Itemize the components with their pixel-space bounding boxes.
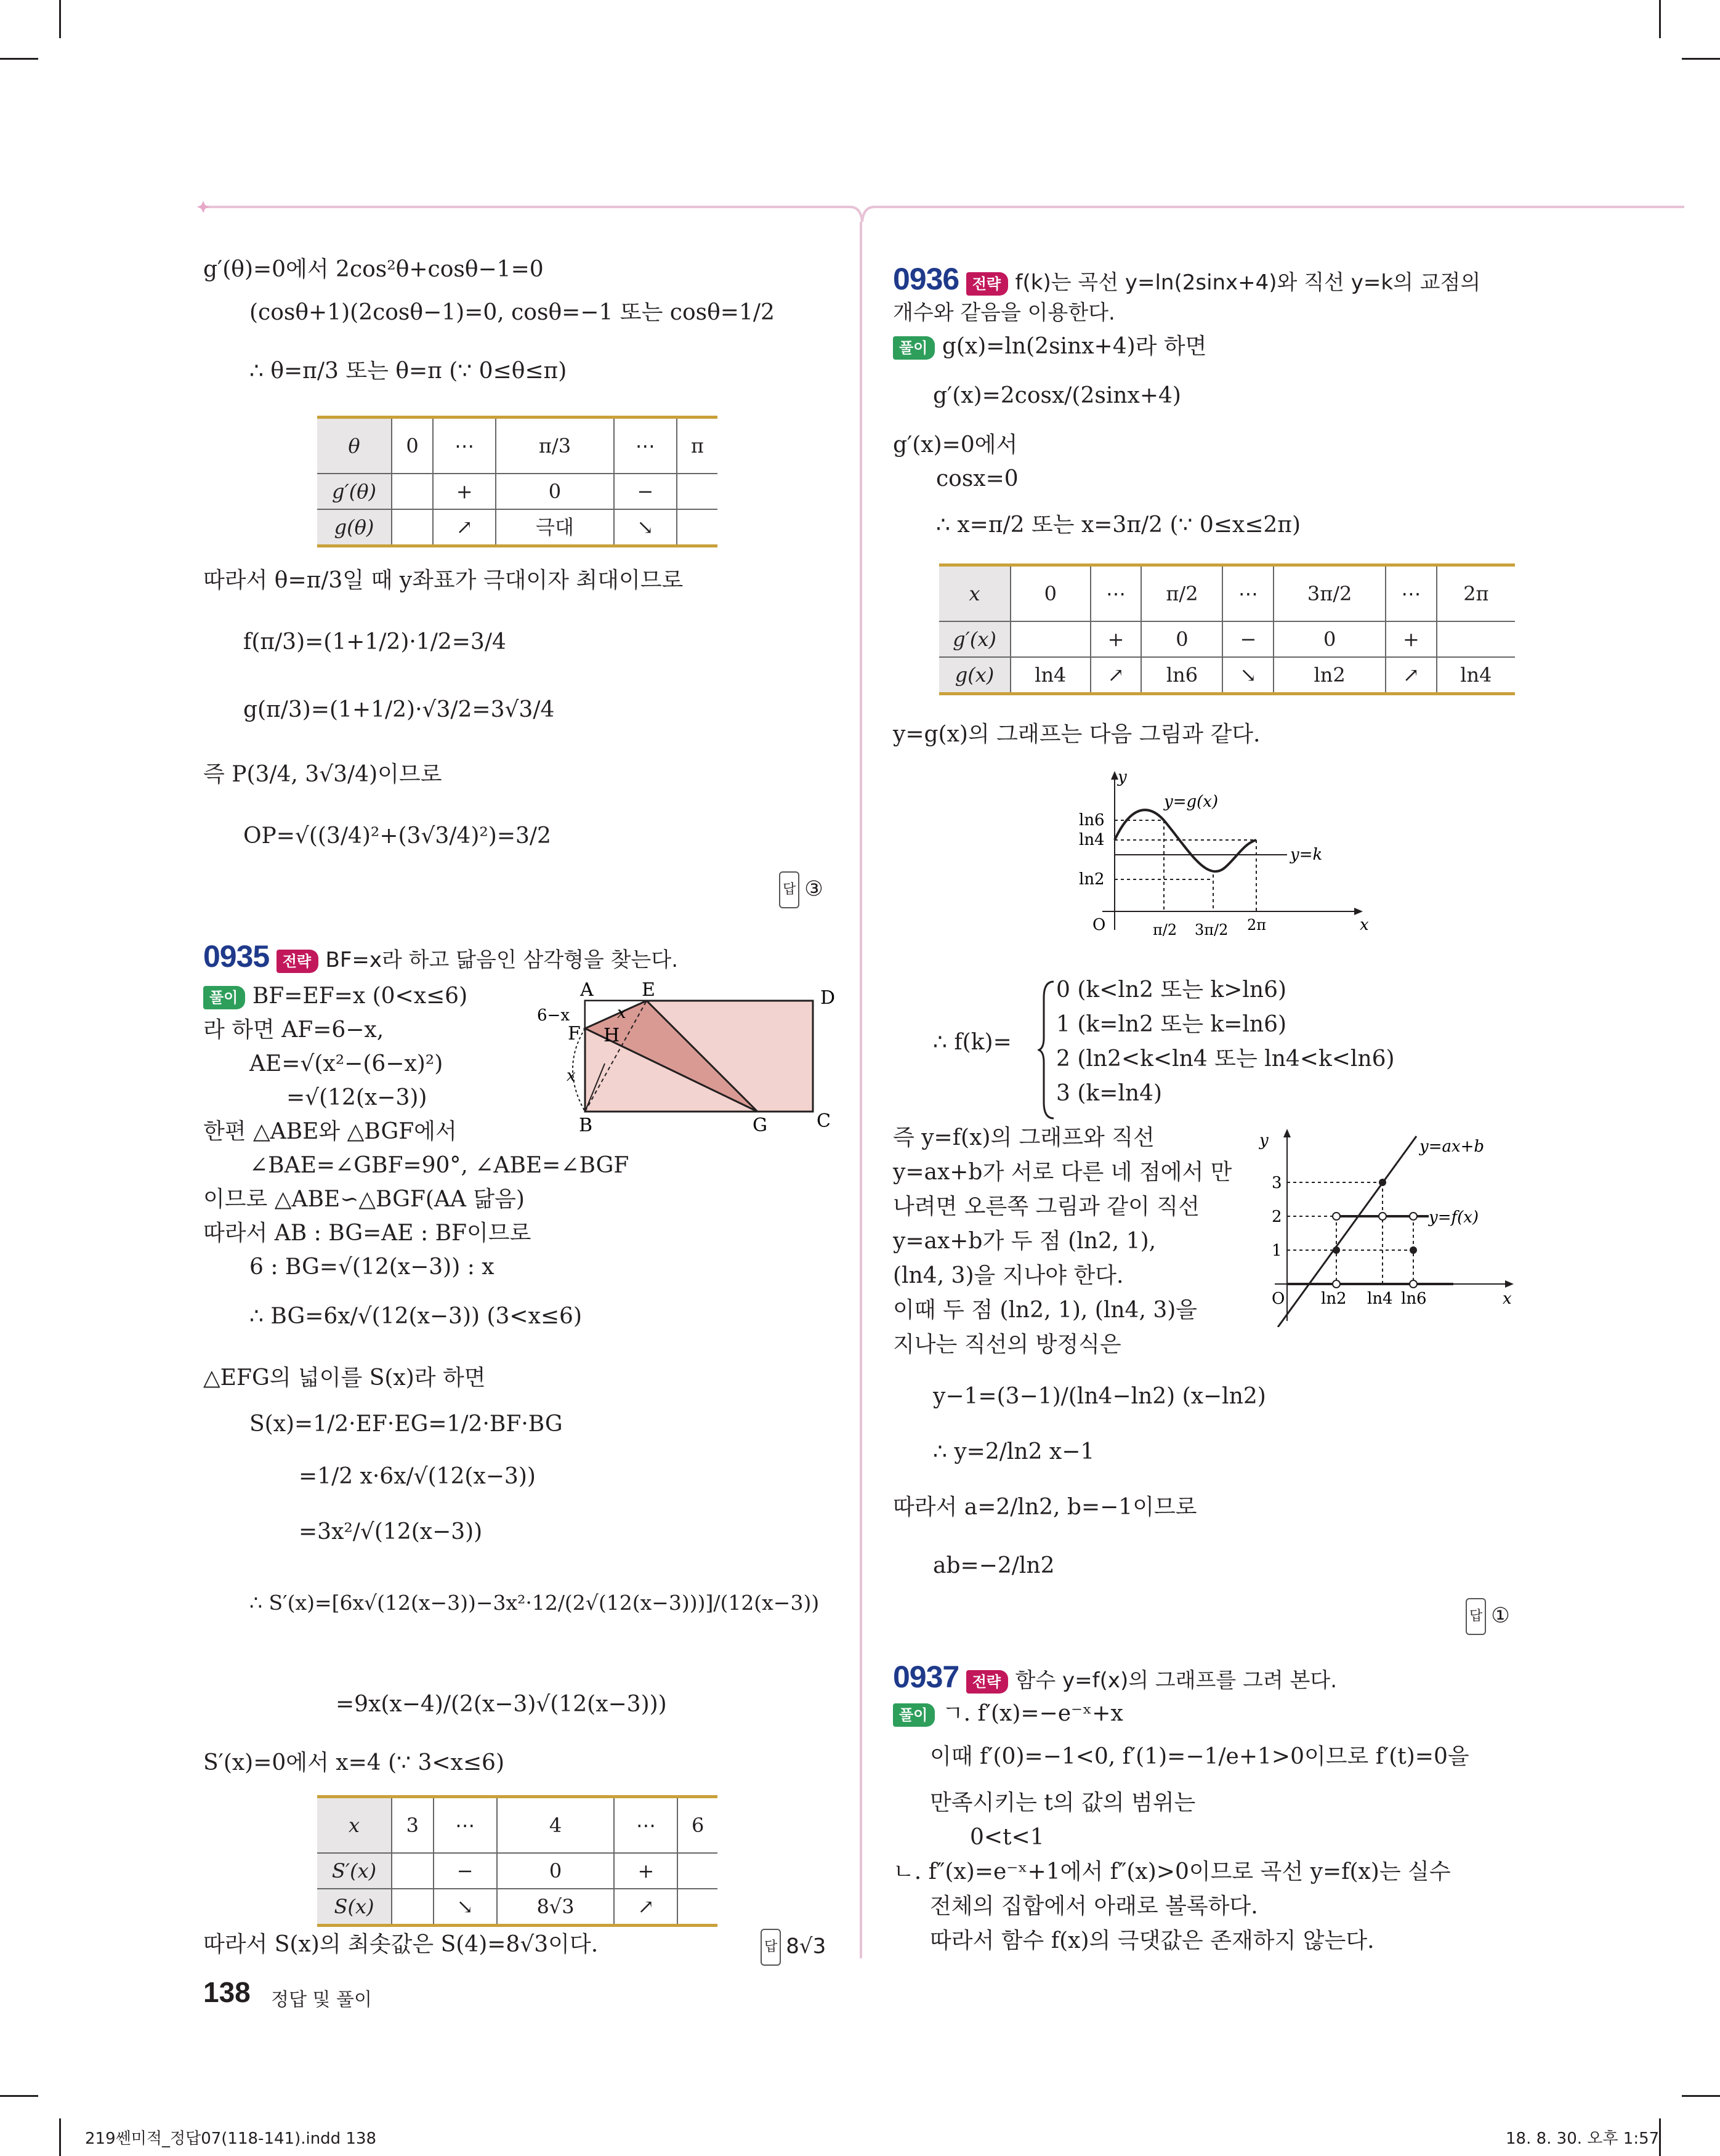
text-line: S(x)=1/2·EF·EG=1/2·BF·BG [249,1411,563,1437]
solution-line [893,329,1206,364]
text-line: cosx=0 [936,466,1019,491]
table-cell: S(x) [317,1889,392,1926]
diagram-label: D [820,987,836,1009]
problem-header-0936 [893,262,1480,300]
text-line: 6 : BG=√(12(x−3)) : x [249,1254,495,1280]
table-cell: 극대 [496,509,614,546]
problem-number: 0935 [203,939,270,974]
strategy-tag: 전략 [277,950,318,973]
text-line: 따라서 S(x)의 최솟값은 S(4)=8√3이다. [203,1932,599,1957]
table-cell: ⋯ [1091,565,1142,622]
crop-mark [0,2095,38,2097]
text-line: ab=−2/ln2 [933,1553,1055,1578]
crop-mark [0,58,38,60]
table-cell: + [1386,621,1437,657]
table-cell: θ [317,418,392,474]
header-divider [197,197,1687,234]
table-cell: ↗ [433,509,496,546]
brace-icon [1038,979,1056,1121]
text-line: S′(x)=0에서 x=4 (∵ 3<x≤6) [203,1750,504,1775]
table-cell: ↘ [434,1889,497,1926]
text-line: g(x)=ln(2sinx+4)라 하면 [942,334,1207,359]
text-line: 1 (k=ln2 또는 k=ln6) [1056,1012,1287,1037]
text-line: y=ax+b가 서로 다른 네 점에서 만 [893,1160,1232,1185]
graph-label: 3π/2 [1195,921,1229,939]
diagram-label: A [580,982,594,1001]
graph-label: O [1092,916,1106,934]
solution-tag: 풀이 [203,986,245,1009]
table-cell: ln6 [1141,657,1222,694]
text-line: 한편 △ABE와 △BGF에서 [203,1119,457,1144]
strategy-text: 함수 y=f(x)의 그래프를 그려 본다. [1015,1668,1338,1693]
text-line: BF=EF=x (0<x≤6) [252,983,468,1009]
diagram-label: C [817,1110,831,1132]
text-line: ∴ f(k)= [933,1030,1012,1055]
crop-mark [1659,2118,1661,2156]
solution-tag: 풀이 [893,336,935,360]
diagram-label: x [567,1067,576,1085]
text-line: f(π/3)=(1+1/2)·1/2=3/4 [243,629,506,655]
graph-label: π/2 [1153,921,1177,939]
text-line: y=g(x)의 그래프는 다음 그림과 같다. [893,722,1261,747]
graph-f [1250,1124,1521,1327]
text-line: ∴ BG=6x/√(12(x−3)) (3<x≤6) [249,1304,582,1329]
graph-label: ln6 [1079,811,1105,830]
table-cell: ⋯ [1222,565,1274,622]
text-line: =9x(x−4)/(2(x−3)√(12(x−3))) [336,1692,667,1717]
table-cell: ⋯ [434,1797,497,1854]
graph-label: ln2 [1079,870,1105,889]
table-cell: S′(x) [317,1853,392,1889]
text-line: (ln4, 3)을 지나야 한다. [893,1263,1124,1288]
answer-marker: 답 8√3 [761,1929,826,1966]
text-line: 즉 y=f(x)의 그래프와 직선 [893,1125,1155,1150]
table-cell: − [614,474,677,509]
problem-header-0937 [893,1660,1337,1698]
text-line: ∠BAE=∠GBF=90°, ∠ABE=∠BGF [249,1153,629,1178]
table-cell: 2π [1437,565,1515,622]
graph-label: 2 [1272,1208,1282,1226]
graph-label: O [1272,1290,1285,1308]
table-cell: + [614,1853,677,1889]
text-line: ∴ y=2/ln2 x−1 [933,1439,1095,1464]
solution-tag: 풀이 [893,1703,935,1727]
text-line: g′(θ)=0에서 2cos²θ+cosθ−1=0 [203,257,544,282]
strategy-tag: 전략 [966,1670,1008,1694]
graph-label: y=f(x) [1429,1208,1479,1227]
text-line: 전체의 집합에서 아래로 볼록하다. [930,1894,1258,1919]
crop-mark [59,2118,61,2156]
text-line: OP=√((3/4)²+(3√3/4)²)=3/2 [243,823,551,849]
graph-label: ln2 [1321,1290,1347,1308]
text-line: g′(x)=2cosx/(2sinx+4) [933,383,1181,408]
text-line: 따라서 AB : BG=AE : BF이므로 [203,1221,531,1246]
table-cell: ln2 [1274,657,1386,694]
table-cell: 8√3 [497,1889,615,1926]
table-cell: ↘ [1222,657,1274,694]
table-cell [392,1853,434,1889]
table-cell: ln4 [1437,657,1515,694]
answer-value: ① [1491,1603,1510,1628]
diagram-label: 6−x [537,1006,570,1025]
table-cell: π/2 [1141,565,1222,622]
strategy-text: f(k)는 곡선 y=ln(2sinx+4)와 직선 y=k의 교점의 [1015,270,1481,295]
diagram-label: x [617,1004,626,1022]
table-cell: ↘ [614,509,677,546]
graph-label: ln6 [1401,1290,1427,1308]
text-line: 이때 f′(0)=−1<0, f′(1)=−1/e+1>0이므로 f′(t)=0을 [930,1744,1469,1769]
graph-label: 1 [1272,1242,1282,1260]
text-line: 따라서 a=2/ln2, b=−1이므로 [893,1495,1197,1520]
table-cell: ⋯ [614,1797,677,1854]
graph-label: 3 [1272,1174,1282,1192]
text-line: y−1=(3−1)/(ln4−ln2) (x−ln2) [933,1384,1266,1409]
text-line: 따라서 함수 f(x)의 극댓값은 존재하지 않는다. [930,1928,1375,1953]
table-cell: 3 [392,1797,434,1854]
answer-marker: 답 ① [1466,1598,1510,1635]
table-cell: 6 [677,1797,717,1854]
answer-value: 8√3 [786,1934,826,1959]
file-info: 219쎈미적_정답07(118-141).indd 138 [85,2130,377,2148]
graph-label: 2π [1247,916,1267,934]
sign-table-g [939,563,1515,695]
table-cell: g(θ) [317,509,392,546]
table-cell [1011,621,1091,657]
text-line: 이므로 △ABE∽△BGF(AA 닮음) [203,1187,525,1212]
graph-label: x [1503,1290,1512,1308]
text-line: ∴ θ=π/3 또는 θ=π (∵ 0≤θ≤π) [249,358,567,384]
table-cell: + [1091,621,1142,657]
text-line: ∴ S′(x)=[6x√(12(x−3))−3x²·12/(2√(12(x−3)))]/(12(x−3)) [249,1591,820,1615]
table-cell [677,1853,717,1889]
text-line: y=ax+b가 두 점 (ln2, 1), [893,1229,1157,1254]
answer-value: ③ [804,876,823,902]
table-cell: 0 [1011,565,1091,622]
diagram-label: B [579,1115,593,1136]
answer-marker: 답 ③ [779,871,823,908]
text-line: =√(12(x−3)) [286,1085,427,1110]
text-line: 지나는 직선의 방정식은 [893,1332,1121,1357]
graph-label: y=k [1290,846,1323,864]
table-cell [392,1889,434,1926]
text-line: =1/2 x·6x/√(12(x−3)) [299,1464,536,1489]
text-line: ㄴ. f″(x)=e⁻ˣ+1에서 f″(x)>0이므로 곡선 y=f(x)는 실수 [893,1859,1451,1884]
table-cell: ↗ [1091,657,1142,694]
table-cell: ln4 [1011,657,1091,694]
text-line: (cosθ+1)(2cosθ−1)=0, cosθ=−1 또는 cosθ=1/2 [249,300,775,325]
sign-table-S [317,1795,717,1927]
graph-label: y=g(x) [1164,793,1219,811]
text-line: ㄱ. f′(x)=−e⁻ˣ+x [942,1701,1123,1726]
graph-label: y=ax+b [1419,1137,1485,1156]
graph-label: y [1259,1131,1269,1150]
table-cell: g′(x) [939,621,1011,657]
table-cell: 0 [1141,621,1222,657]
rectangle-triangle-diagram [536,982,844,1136]
text-line: 만족시키는 t의 값의 범위는 [930,1790,1196,1815]
table-cell: 0 [496,474,614,509]
left-column [203,252,844,1977]
graph-label: x [1360,916,1369,934]
strategy-text: BF=x라 하고 닮음인 삼각형을 찾는다. [325,948,679,972]
table-cell: ↗ [1386,657,1437,694]
table-cell [1437,621,1515,657]
table-cell: x [317,1797,392,1854]
page-footer-label: 정답 및 풀이 [271,1989,372,2011]
table-cell: 0 [1274,621,1386,657]
text-line: 나려면 오른쪽 그림과 같이 직선 [893,1194,1200,1219]
text-line: 이때 두 점 (ln2, 1), (ln4, 3)을 [893,1298,1198,1323]
graph-label: ln4 [1079,831,1105,849]
text-line: 따라서 θ=π/3일 때 y좌표가 극대이자 최대이므로 [203,568,684,593]
text-line: 0<t<1 [970,1825,1044,1850]
solution-line [203,979,467,1014]
text-line: ∴ x=π/2 또는 x=3π/2 (∵ 0≤x≤2π) [936,512,1301,538]
table-cell: 3π/2 [1274,565,1386,622]
text-line: =3x²/√(12(x−3)) [299,1519,483,1544]
table-cell: 0 [392,418,433,474]
diagram-label: F [568,1023,581,1044]
problem-number: 0937 [893,1660,959,1694]
crop-mark [59,0,61,38]
table-cell: ⋯ [614,418,677,474]
text-line: △EFG의 넓이를 S(x)라 하면 [203,1365,486,1391]
page-number: 138 [203,1976,251,2008]
table-cell: x [939,565,1011,622]
table-cell: − [1222,621,1274,657]
diagram-label: G [753,1115,767,1136]
table-cell [392,474,433,509]
text-line: 즉 P(3/4, 3√3/4)이므로 [203,762,442,787]
graph-g [1072,764,1379,948]
text-line: 2 (ln2<k<ln4 또는 ln4<k<ln6) [1056,1046,1395,1072]
date-info: 18. 8. 30. 오후 1:57 [1506,2130,1660,2148]
table-cell: 0 [497,1853,615,1889]
table-cell [392,509,433,546]
table-cell: g(x) [939,657,1011,694]
table-cell: + [433,474,496,509]
problem-number: 0936 [893,262,959,296]
table-cell: − [434,1853,497,1889]
graph-label: y [1118,768,1127,786]
text-line: AE=√(x²−(6−x)²) [249,1051,443,1076]
table-cell: 4 [497,1797,615,1854]
strategy-tag: 전략 [966,272,1008,296]
table-cell: ↗ [614,1889,677,1926]
strategy-text: 개수와 같음을 이용한다. [893,301,1115,325]
text-line: g′(x)=0에서 [893,432,1018,458]
text-line: 라 하면 AF=6−x, [203,1017,384,1043]
graph-label: ln4 [1367,1290,1393,1308]
table-cell [677,1889,717,1926]
problem-header-0935 [203,939,678,977]
diagram-label: E [642,982,655,1001]
text-line: 0 (k<ln2 또는 k>ln6) [1056,977,1287,1003]
table-cell: g′(θ) [317,474,392,509]
text-line: g(π/3)=(1+1/2)·√3/2=3√3/4 [243,697,555,722]
crop-mark [1682,58,1720,60]
table-cell: ⋯ [433,418,496,474]
crop-mark [1682,2095,1720,2097]
table-cell [677,474,717,509]
crop-mark [1659,0,1661,38]
table-cell: π [677,418,717,474]
column-divider [860,222,862,1958]
sign-table-theta [317,416,717,547]
solution-line [893,1697,1123,1731]
diagram-label: H [604,1025,620,1046]
table-cell: ⋯ [1386,565,1437,622]
text-line: 3 (k=ln4) [1056,1081,1163,1106]
table-cell [677,509,717,546]
table-cell: π/3 [496,418,614,474]
right-column [893,252,1540,1977]
